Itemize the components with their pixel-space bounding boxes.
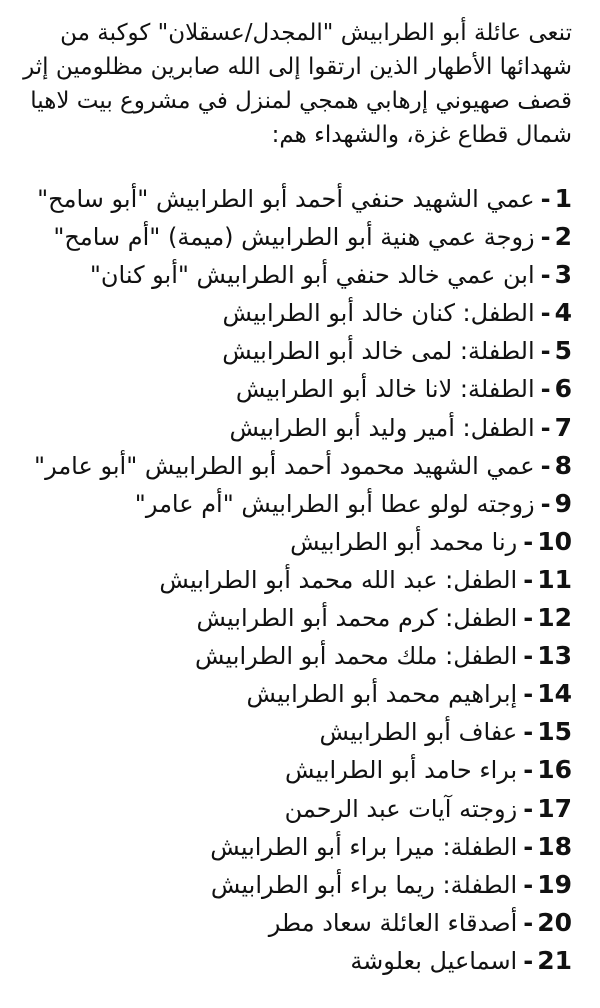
list-item	[20, 485, 572, 523]
list-item-name: الطفلة: لمى خالد أبو الطرابيش	[222, 337, 535, 366]
list-item	[20, 599, 572, 637]
list-item-separator: -	[523, 527, 534, 556]
list-item-separator: -	[523, 832, 534, 861]
list-item	[20, 637, 572, 675]
list-item-separator: -	[523, 946, 534, 975]
list-item-name: الطفلة: لانا خالد أبو الطرابيش	[235, 375, 535, 404]
list-item-separator: -	[540, 375, 551, 404]
list-item-number: 5	[554, 336, 572, 366]
list-item	[20, 904, 572, 942]
list-item-number: 2	[554, 222, 572, 252]
list-item-separator: -	[540, 223, 551, 252]
list-item-name: أصدقاء العائلة سعاد مطر	[268, 908, 518, 937]
list-item	[20, 294, 572, 332]
list-item-separator: -	[540, 261, 551, 290]
list-item-name: براء حامد أبو الطرابيش	[285, 756, 518, 785]
list-item-name: زوجته لولو عطا أبو الطرابيش "أم عامر"	[134, 489, 535, 518]
list-item-separator: -	[540, 451, 551, 480]
list-item-number: 18	[537, 831, 572, 861]
list-item-number: 7	[554, 412, 572, 442]
list-item-name: الطفلة: ريما براء أبو الطرابيش	[210, 870, 518, 899]
list-item-separator: -	[540, 337, 551, 366]
list-item-separator: -	[540, 299, 551, 328]
list-item	[20, 713, 572, 751]
list-item-name: عفاف أبو الطرابيش	[319, 718, 518, 747]
list-item-separator: -	[523, 908, 534, 937]
list-item-separator: -	[523, 756, 534, 785]
list-item-number: 11	[537, 564, 572, 594]
list-item-name: الطفل: كرم محمد أبو الطرابيش	[196, 604, 518, 633]
list-item-name: رنا محمد أبو الطرابيش	[290, 527, 518, 556]
list-item-number: 13	[537, 641, 572, 671]
list-item-number: 8	[554, 450, 572, 480]
list-item-name: ابن عمي خالد حنفي أبو الطرابيش "أبو كنان"	[89, 261, 535, 290]
list-item-separator: -	[540, 185, 551, 213]
list-item	[20, 447, 572, 485]
list-item-name: عمي الشهيد محمود أحمد أبو الطرابيش "أبو عامر"	[34, 451, 535, 480]
list-item	[20, 256, 572, 294]
list-item	[20, 675, 572, 713]
list-item	[20, 370, 572, 408]
list-item-number: 17	[537, 793, 572, 823]
list-item	[20, 790, 572, 828]
list-item-name: زوجته آيات عبد الرحمن	[284, 794, 518, 823]
list-item-number: 4	[554, 298, 572, 328]
victims-list	[20, 180, 572, 980]
list-item	[20, 828, 572, 866]
list-item	[20, 180, 572, 218]
list-item-separator: -	[523, 565, 534, 594]
list-item-number: 20	[537, 907, 572, 937]
list-item	[20, 942, 572, 980]
list-item-number: 9	[554, 488, 572, 518]
list-item-name: الطفلة: ميرا براء أبو الطرابيش	[210, 832, 518, 861]
list-item	[20, 866, 572, 904]
list-item-separator: -	[523, 604, 534, 633]
list-item-name: الطفل: عبد الله محمد أبو الطرابيش	[159, 565, 518, 594]
list-item	[20, 332, 572, 370]
list-item-number: 16	[537, 755, 572, 785]
list-item-separator: -	[523, 680, 534, 709]
list-item-name: الطفل: كنان خالد أبو الطرابيش	[222, 299, 535, 328]
list-item-number: 15	[537, 717, 572, 747]
list-item-separator: -	[523, 642, 534, 671]
list-item-name: اسماعيل بعلوشة	[350, 946, 518, 975]
list-item-number: 10	[537, 526, 572, 556]
list-item-separator: -	[540, 489, 551, 518]
list-item	[20, 523, 572, 561]
list-item-separator: -	[523, 870, 534, 899]
list-item	[20, 751, 572, 789]
list-item-name: عمي الشهيد حنفي أحمد أبو الطرابيش "أبو سامح"	[37, 185, 535, 213]
list-item-name: الطفل: أمير وليد أبو الطرابيش	[229, 413, 535, 442]
list-item-name: إبراهيم محمد أبو الطرابيش	[246, 680, 518, 709]
list-item-number: 3	[554, 260, 572, 290]
list-item-name: زوجة عمي هنية أبو الطرابيش (ميمة) "أم سامح"	[53, 223, 535, 252]
list-item-number: 21	[537, 945, 572, 975]
list-item-number: 6	[554, 374, 572, 404]
list-item-separator: -	[540, 413, 551, 442]
list-item-separator: -	[523, 718, 534, 747]
list-item	[20, 218, 572, 256]
list-item-number: 14	[537, 679, 572, 709]
list-item	[20, 561, 572, 599]
list-item-number: 19	[537, 869, 572, 899]
list-item-name: الطفل: ملك محمد أبو الطرابيش	[194, 642, 518, 671]
list-item-number: 1	[554, 184, 572, 213]
list-item	[20, 409, 572, 447]
list-item-separator: -	[523, 794, 534, 823]
list-item-number: 12	[537, 603, 572, 633]
intro-paragraph: تنعى عائلة أبو الطرابيش "المجدل/عسقلان" كوكبة من شهدائها الأطهار الذين ارتقوا إلى الله صابرين مظلومين إثر قصف صهيوني إرهابي همجي لمنزل في مشروع بيت لاهيا شمال قطاع غزة، والشهداء هم:	[23, 20, 572, 148]
